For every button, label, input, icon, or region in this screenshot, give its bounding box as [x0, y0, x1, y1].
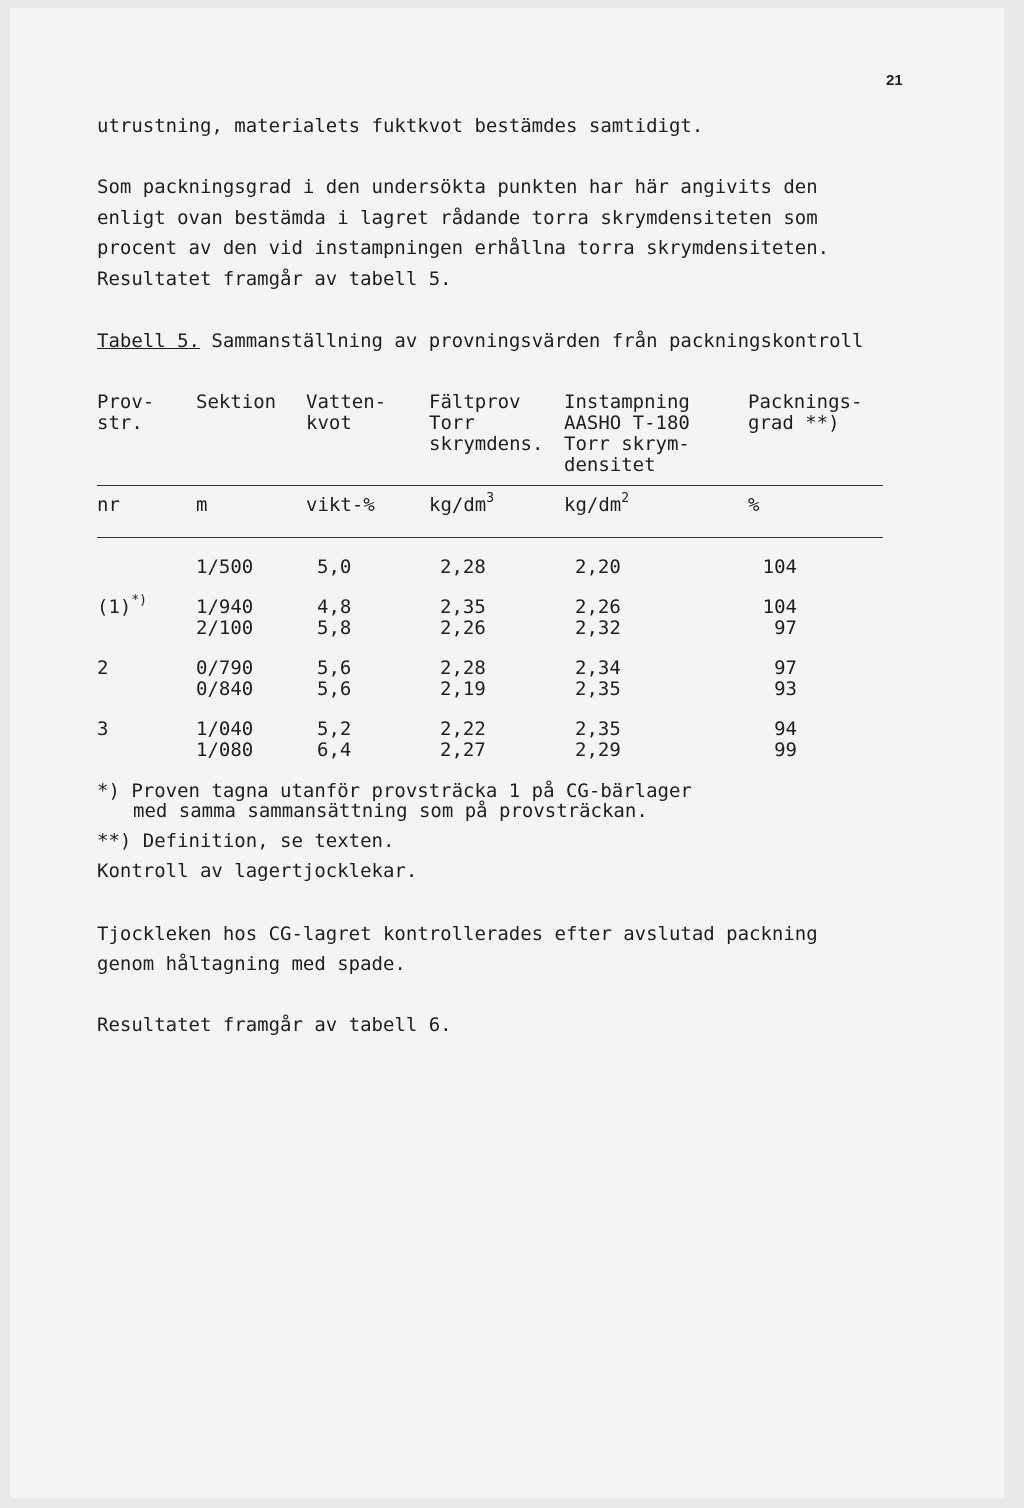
cell-instampning: 2,35	[575, 718, 621, 740]
header-packningsgrad: Packnings-	[748, 391, 863, 413]
cell-sektion: 1/040	[196, 718, 254, 740]
paragraph-line: Som packningsgrad i den undersökta punkten har här angivits den	[97, 176, 818, 198]
header-prov: str.	[97, 412, 143, 434]
section-heading: Kontroll av lagertjocklekar.	[97, 860, 418, 882]
header-instampning: AASHO T-180	[564, 412, 690, 434]
header-vatten: Vatten-	[306, 391, 387, 413]
document-page	[10, 8, 1004, 1498]
unit-m: m	[196, 494, 208, 516]
paragraph-line: Tjockleken hos CG-lagret kontrollerades efter avslutad packning	[97, 923, 818, 945]
header-faltprov: Torr	[429, 412, 475, 434]
table-rule-top	[97, 485, 883, 486]
cell-faltprov: 2,35	[440, 596, 486, 618]
cell-vatten: 5,6	[317, 678, 352, 700]
unit-percent: %	[748, 494, 760, 516]
unit-kg-dm3: $kg/dm^3$	[429, 490, 495, 516]
table-footnote: **) Definition, se texten.	[97, 830, 395, 852]
cell-nr: (1)*)	[97, 592, 147, 618]
cell-faltprov: 2,22	[440, 718, 486, 740]
header-instampning: Torr skrym-	[564, 433, 690, 455]
cell-faltprov: 2,28	[440, 657, 486, 679]
cell-sektion: 1/080	[196, 739, 254, 761]
cell-faltprov: 2,19	[440, 678, 486, 700]
table-caption-text: Sammanställning av provningsvärden från packningskontroll	[211, 330, 864, 352]
table-footnote: med samma sammansättning som på provsträckan.	[133, 800, 648, 822]
header-faltprov: Fältprov	[429, 391, 521, 413]
paragraph-line: enligt ovan bestämda i lagret rådande torra skrymdensiteten som	[97, 207, 818, 229]
paragraph-line: Resultatet framgår av tabell 6.	[97, 1014, 452, 1036]
cell-sektion: 1/500	[196, 556, 254, 578]
cell-instampning: 2,29	[575, 739, 621, 761]
header-sektion: Sektion	[196, 391, 277, 413]
cell-faltprov: 2,28	[440, 556, 486, 578]
cell-instampning: 2,26	[575, 596, 621, 618]
cell-packningsgrad: 94	[774, 718, 797, 740]
text-line: utrustning, materialets fuktkvot bestämdes samtidigt.	[97, 115, 704, 137]
cell-vatten: 5,6	[317, 657, 352, 679]
cell-instampning: 2,32	[575, 617, 621, 639]
cell-sektion: 0/840	[196, 678, 254, 700]
header-prov: Prov-	[97, 391, 155, 413]
cell-sektion: 0/790	[196, 657, 254, 679]
cell-packningsgrad: 104	[762, 596, 797, 618]
cell-nr: 3	[97, 718, 109, 740]
cell-nr: 2	[97, 657, 109, 679]
header-instampning: densitet	[564, 454, 656, 476]
unit-vikt: vikt-%	[306, 494, 375, 516]
cell-faltprov: 2,26	[440, 617, 486, 639]
header-vatten: kvot	[306, 412, 352, 434]
cell-packningsgrad: 99	[774, 739, 797, 761]
paragraph-line: Resultatet framgår av tabell 5.	[97, 268, 452, 290]
table-footnote: *) Proven tagna utanför provsträcka 1 på CG-bärlager	[97, 780, 692, 802]
unit-nr: nr	[97, 494, 120, 516]
cell-vatten: 5,0	[317, 556, 352, 578]
cell-packningsgrad: 97	[774, 617, 797, 639]
header-packningsgrad: grad **)	[748, 412, 840, 434]
cell-packningsgrad: 97	[774, 657, 797, 679]
cell-faltprov: 2,27	[440, 739, 486, 761]
unit-kg-dm2: $kg/dm^2$	[564, 490, 630, 516]
cell-packningsgrad: 93	[774, 678, 797, 700]
cell-vatten: 6,4	[317, 739, 352, 761]
paragraph-line: procent av den vid instampningen erhållna torra skrymdensiteten.	[97, 237, 830, 259]
header-faltprov: skrymdens.	[429, 433, 544, 455]
cell-instampning: 2,34	[575, 657, 621, 679]
cell-vatten: 4,8	[317, 596, 352, 618]
table-caption	[97, 332, 863, 351]
table-caption-label: Tabell 5.	[97, 330, 200, 352]
header-instampning: Instampning	[564, 391, 690, 413]
table-rule-bottom	[97, 537, 883, 538]
cell-instampning: 2,20	[575, 556, 621, 578]
paragraph-line: genom håltagning med spade.	[97, 953, 406, 975]
page-number: 21	[886, 72, 903, 89]
cell-instampning: 2,35	[575, 678, 621, 700]
cell-sektion: 2/100	[196, 617, 254, 639]
cell-vatten: 5,8	[317, 617, 352, 639]
cell-vatten: 5,2	[317, 718, 352, 740]
cell-packningsgrad: 104	[762, 556, 797, 578]
cell-sektion: 1/940	[196, 596, 254, 618]
